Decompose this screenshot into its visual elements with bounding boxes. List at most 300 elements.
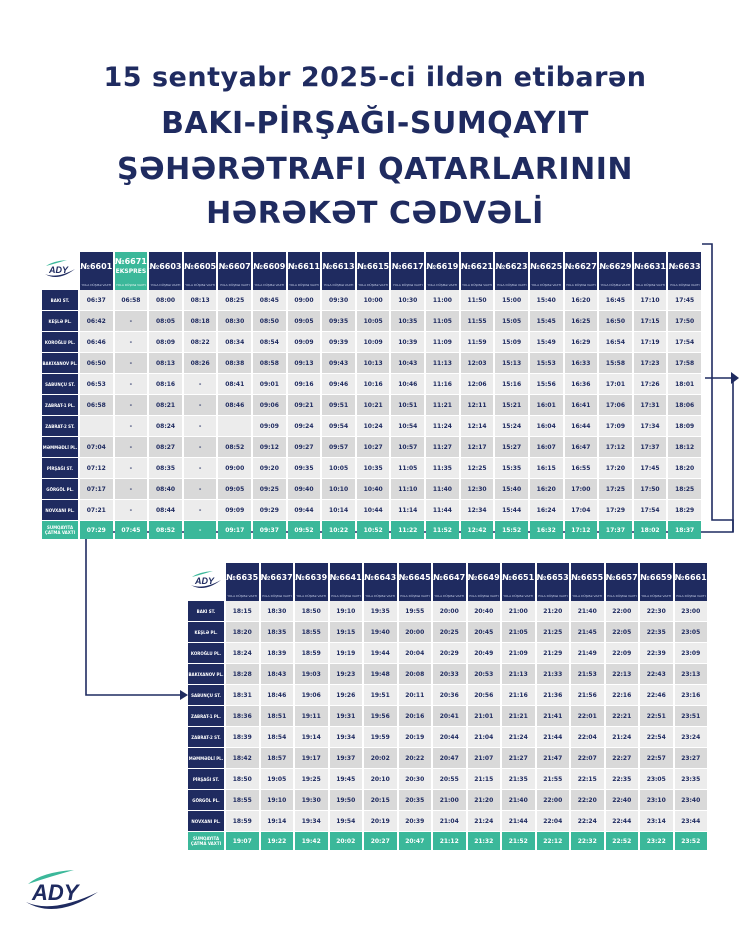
train-number — [634, 252, 667, 280]
train-number-row — [42, 252, 701, 280]
time-cell: 18:12 — [668, 437, 701, 458]
time-cell: 09:16 — [288, 374, 321, 395]
arrival-time-cell: 18:02 — [634, 521, 667, 539]
time-cell: 23:16 — [675, 685, 708, 706]
station-name: KEŞLƏ PL. — [188, 622, 224, 643]
train-number-label: №6645 — [398, 572, 431, 582]
departure-time-label: YOLA DÜŞMƏ VAXTI — [184, 280, 217, 290]
time-cell: 18:55 — [226, 790, 259, 811]
time-cell: 19:59 — [364, 727, 397, 748]
time-cell: 12:17 — [461, 437, 494, 458]
train-number-label: №6637 — [260, 572, 293, 582]
time-cell: 10:21 — [357, 395, 390, 416]
train-number-label: №6605 — [184, 261, 217, 271]
time-cell: 20:29 — [433, 643, 466, 664]
time-cell: 22:57 — [640, 748, 673, 769]
arrival-time-cell: 20:27 — [364, 832, 397, 850]
time-cell: 11:13 — [426, 353, 459, 374]
arrival-time-cell: 17:37 — [599, 521, 632, 539]
time-cell: 20:44 — [433, 727, 466, 748]
time-cell: 21:21 — [502, 706, 535, 727]
time-cell: - — [115, 395, 148, 416]
ady-logo-small — [189, 569, 223, 591]
arrival-time-cell: 07:29 — [80, 521, 113, 539]
time-cell: 09:30 — [322, 290, 355, 311]
arrival-time-cell: 21:12 — [433, 832, 466, 850]
time-cell: 16:15 — [530, 458, 563, 479]
time-cell: 23:13 — [675, 664, 708, 685]
time-cell: 22:20 — [571, 790, 604, 811]
time-cell: 16:07 — [530, 437, 563, 458]
departure-time-label: YOLA DÜŞMƏ VAXTI — [399, 591, 432, 601]
title-trains-line: ŞƏHƏRƏTRAFI QATARLARININ — [117, 152, 633, 187]
station-name: BAKI ST. — [188, 601, 224, 622]
time-cell: 07:21 — [80, 500, 113, 521]
time-cell: 17:10 — [634, 290, 667, 311]
time-cell: 20:41 — [433, 706, 466, 727]
time-cell: 20:39 — [399, 811, 432, 832]
train-number-label: №6651 — [502, 572, 535, 582]
time-cell: 08:45 — [253, 290, 286, 311]
time-cell: 09:25 — [253, 479, 286, 500]
time-cell: 08:58 — [253, 353, 286, 374]
time-cell: 17:31 — [634, 395, 667, 416]
time-cell: 11:21 — [426, 395, 459, 416]
time-cell: 18:57 — [261, 748, 294, 769]
time-cell: 20:30 — [399, 769, 432, 790]
time-cell: 19:54 — [330, 811, 363, 832]
train-number — [675, 563, 708, 591]
time-cell: 21:01 — [468, 706, 501, 727]
train-number-label: №6627 — [564, 261, 597, 271]
train-number — [253, 252, 286, 280]
time-cell: 21:55 — [537, 769, 570, 790]
arrival-time-cell: 09:37 — [253, 521, 286, 539]
time-cell: 20:25 — [433, 622, 466, 643]
time-cell: 22:46 — [640, 685, 673, 706]
station-name: NOVXANI PL. — [188, 811, 224, 832]
train-number — [357, 252, 390, 280]
arrival-row — [42, 521, 701, 539]
train-number-label: №6623 — [495, 261, 528, 271]
departure-time-label: YOLA DÜŞMƏ VAXTI — [495, 280, 528, 290]
time-cell: 09:35 — [288, 458, 321, 479]
station-name: NOVXANI PL. — [42, 500, 78, 521]
time-cell: 16:41 — [565, 395, 598, 416]
train-number — [565, 252, 598, 280]
time-cell: 17:15 — [634, 311, 667, 332]
arrival-time-cell: 15:52 — [495, 521, 528, 539]
time-cell: 16:33 — [565, 353, 598, 374]
time-cell: 08:38 — [218, 353, 251, 374]
time-cell: 21:53 — [571, 664, 604, 685]
time-cell: 21:56 — [571, 685, 604, 706]
departure-time-label: YOLA DÜŞMƏ VAXTI — [330, 591, 363, 601]
time-cell: 19:05 — [261, 769, 294, 790]
time-cell: 20:49 — [468, 643, 501, 664]
time-cell: 18:39 — [261, 643, 294, 664]
time-cell: 09:40 — [288, 479, 321, 500]
time-cell: 09:09 — [253, 416, 286, 437]
train-number — [330, 563, 363, 591]
time-cell: 08:00 — [149, 290, 182, 311]
station-name: GÖRGÖL PL. — [42, 479, 78, 500]
time-cell: 17:37 — [634, 437, 667, 458]
time-cell: 21:09 — [502, 643, 535, 664]
time-cell: 17:29 — [599, 500, 632, 521]
time-cell: 16:04 — [530, 416, 563, 437]
schedule-table-2 — [186, 563, 709, 850]
arrival-time-cell: - — [184, 521, 217, 539]
time-cell: 11:55 — [461, 311, 494, 332]
time-cell: 17:06 — [599, 395, 632, 416]
departure-time-label: YOLA DÜŞMƏ VAXTI — [426, 280, 459, 290]
time-cell: - — [184, 374, 217, 395]
time-cell: 22:24 — [571, 811, 604, 832]
time-cell: 22:00 — [537, 790, 570, 811]
arrival-row — [188, 832, 707, 850]
time-cell: 09:43 — [322, 353, 355, 374]
time-cell: 23:14 — [640, 811, 673, 832]
time-cell: 17:01 — [599, 374, 632, 395]
time-cell: 08:05 — [149, 311, 182, 332]
arrival-time-cell: 23:22 — [640, 832, 673, 850]
time-cell: 23:24 — [675, 727, 708, 748]
time-cell: 17:19 — [634, 332, 667, 353]
time-cell: 16:25 — [565, 311, 598, 332]
time-cell: 11:14 — [391, 500, 424, 521]
station-row — [42, 290, 701, 311]
departure-time-label: YOLA DÜŞMƏ VAXTI — [565, 280, 598, 290]
station-row — [188, 706, 707, 727]
arrival-time-cell: 19:22 — [261, 832, 294, 850]
time-cell: 21:04 — [433, 811, 466, 832]
train-number-label: №6649 — [467, 572, 500, 582]
departure-time-label: YOLA DÜŞMƏ VAXTI — [675, 591, 708, 601]
arrival-time-cell: 10:52 — [357, 521, 390, 539]
time-cell: 17:54 — [668, 332, 701, 353]
departure-time-label: YOLA DÜŞMƏ VAXTI — [261, 591, 294, 601]
time-cell: 17:00 — [565, 479, 598, 500]
station-row — [42, 458, 701, 479]
time-cell: 18:50 — [295, 601, 328, 622]
time-cell: 23:10 — [640, 790, 673, 811]
time-cell: 19:10 — [261, 790, 294, 811]
station-row — [42, 479, 701, 500]
arrival-time-cell: 20:02 — [330, 832, 363, 850]
time-cell: - — [115, 374, 148, 395]
time-cell: 09:12 — [253, 437, 286, 458]
time-cell: 09:39 — [322, 332, 355, 353]
station-row — [188, 664, 707, 685]
time-cell: 21:15 — [468, 769, 501, 790]
time-cell: 22:15 — [571, 769, 604, 790]
station-name: KOROĞLU PL. — [42, 332, 78, 353]
arrival-time-cell: 22:52 — [606, 832, 639, 850]
time-cell: 19:55 — [399, 601, 432, 622]
time-cell: 11:40 — [426, 479, 459, 500]
time-cell: 09:09 — [288, 332, 321, 353]
time-cell: 22:04 — [571, 727, 604, 748]
train-number — [322, 252, 355, 280]
time-cell: 10:05 — [322, 458, 355, 479]
time-cell: 19:48 — [364, 664, 397, 685]
train-number-label: №6625 — [530, 261, 563, 271]
time-cell: 20:33 — [433, 664, 466, 685]
time-cell: 08:21 — [149, 395, 182, 416]
time-cell: 22:44 — [606, 811, 639, 832]
time-cell: 08:24 — [149, 416, 182, 437]
train-number — [288, 252, 321, 280]
time-cell: 17:50 — [668, 311, 701, 332]
train-number-label: №6601 — [80, 261, 113, 271]
time-cell — [218, 416, 251, 437]
train-number-label: №6631 — [634, 261, 666, 271]
departure-time-label: YOLA DÜŞMƏ VAXTI — [668, 280, 701, 290]
time-cell: 07:12 — [80, 458, 113, 479]
time-cell: - — [115, 479, 148, 500]
train-number-label: №6609 — [253, 261, 286, 271]
time-cell: 19:03 — [295, 664, 328, 685]
time-cell: 20:19 — [364, 811, 397, 832]
time-cell: 07:04 — [80, 437, 113, 458]
time-cell: 20:00 — [399, 622, 432, 643]
station-row — [42, 311, 701, 332]
time-cell: 22:13 — [606, 664, 639, 685]
time-cell: 10:39 — [391, 332, 424, 353]
time-cell: 19:15 — [330, 622, 363, 643]
station-row — [42, 353, 701, 374]
time-cell: 10:35 — [357, 458, 390, 479]
train-number — [495, 252, 528, 280]
station-name: MƏMMƏDLİ PL. — [188, 748, 224, 769]
time-cell: 21:49 — [571, 643, 604, 664]
time-cell: 10:27 — [357, 437, 390, 458]
schedule-table-1 — [40, 252, 703, 539]
arrival-time-cell: 20:47 — [399, 832, 432, 850]
arrival-time-cell: 11:22 — [391, 521, 424, 539]
time-cell: 19:23 — [330, 664, 363, 685]
departure-time-label: YOLA DÜŞMƏ VAXTI — [433, 591, 466, 601]
time-cell: 10:35 — [391, 311, 424, 332]
time-cell: 22:01 — [571, 706, 604, 727]
time-cell: 21:40 — [571, 601, 604, 622]
time-cell: 17:45 — [668, 290, 701, 311]
time-cell: 09:24 — [288, 416, 321, 437]
station-name: PİRŞAĞI ST. — [188, 769, 224, 790]
time-cell: 20:40 — [468, 601, 501, 622]
time-cell: 17:58 — [668, 353, 701, 374]
time-cell: 22:04 — [537, 811, 570, 832]
time-cell: 22:07 — [571, 748, 604, 769]
train-number-label: №6639 — [295, 572, 328, 582]
train-number — [571, 563, 604, 591]
time-cell: 11:44 — [426, 500, 459, 521]
train-number-label: №6655 — [571, 572, 604, 582]
time-cell: 23:51 — [675, 706, 708, 727]
departure-time-label: YOLA DÜŞMƏ VAXTI — [606, 591, 639, 601]
station-name: GÖRGÖL PL. — [188, 790, 224, 811]
time-cell: 16:55 — [565, 458, 598, 479]
time-cell: 08:34 — [218, 332, 251, 353]
time-cell: 18:43 — [261, 664, 294, 685]
time-cell: 22:30 — [640, 601, 673, 622]
time-cell: 18:28 — [226, 664, 259, 685]
svg-text:ADY: ADY — [195, 576, 215, 586]
time-cell: 15:00 — [495, 290, 528, 311]
time-cell: 20:45 — [468, 622, 501, 643]
title-route-line: BAKI-PİRŞAĞI-SUMQAYIT — [161, 106, 589, 141]
time-cell: 11:16 — [426, 374, 459, 395]
time-cell: - — [184, 479, 217, 500]
arrival-time-cell: 12:42 — [461, 521, 494, 539]
time-cell: 20:47 — [433, 748, 466, 769]
time-cell: - — [115, 353, 148, 374]
time-cell: 18:31 — [226, 685, 259, 706]
station-name: ZABRAT-1 PL. — [42, 395, 78, 416]
time-cell: 08:41 — [218, 374, 251, 395]
time-cell: 22:16 — [606, 685, 639, 706]
time-cell: 20:22 — [399, 748, 432, 769]
train-number — [391, 252, 424, 280]
time-cell: 20:55 — [433, 769, 466, 790]
station-name: KEŞLƏ PL. — [42, 311, 78, 332]
departure-time-label: YOLA DÜŞMƏ VAXTI — [599, 280, 632, 290]
time-cell: 19:40 — [364, 622, 397, 643]
time-cell: 23:00 — [675, 601, 708, 622]
time-cell: 09:57 — [322, 437, 355, 458]
time-cell: 08:50 — [253, 311, 286, 332]
time-cell: 08:46 — [218, 395, 251, 416]
time-cell: 18:51 — [261, 706, 294, 727]
station-row — [188, 769, 707, 790]
time-cell: 20:00 — [433, 601, 466, 622]
time-cell: 15:09 — [495, 332, 528, 353]
time-cell: 18:46 — [261, 685, 294, 706]
time-cell: 07:17 — [80, 479, 113, 500]
train-number-label: №6635 — [226, 572, 259, 582]
time-cell: 19:25 — [295, 769, 328, 790]
train-number — [149, 252, 182, 280]
time-cell: - — [115, 332, 148, 353]
time-cell: 21:05 — [502, 622, 535, 643]
time-cell: 09:01 — [253, 374, 286, 395]
time-cell: 06:50 — [80, 353, 113, 374]
time-cell: 10:40 — [357, 479, 390, 500]
station-row — [42, 500, 701, 521]
train-number — [468, 563, 501, 591]
arrival-time-cell: 22:32 — [571, 832, 604, 850]
time-cell: 11:59 — [461, 332, 494, 353]
time-cell: 09:05 — [288, 311, 321, 332]
time-cell: 20:02 — [364, 748, 397, 769]
time-cell: 23:05 — [640, 769, 673, 790]
time-cell: 09:05 — [218, 479, 251, 500]
time-cell: 19:51 — [364, 685, 397, 706]
time-cell: 19:56 — [364, 706, 397, 727]
time-cell: 21:27 — [502, 748, 535, 769]
time-cell: 19:50 — [330, 790, 363, 811]
time-cell: 18:09 — [668, 416, 701, 437]
arrival-time-cell: 23:52 — [675, 832, 708, 850]
time-cell: 09:06 — [253, 395, 286, 416]
time-cell: 23:40 — [675, 790, 708, 811]
time-cell: 17:25 — [599, 479, 632, 500]
station-name: BAKI ST. — [42, 290, 78, 311]
time-cell: 22:00 — [606, 601, 639, 622]
time-cell: 12:34 — [461, 500, 494, 521]
time-cell: 15:56 — [530, 374, 563, 395]
time-cell: 09:09 — [218, 500, 251, 521]
time-cell: 15:40 — [495, 479, 528, 500]
time-cell: 10:13 — [357, 353, 390, 374]
train-number — [261, 563, 294, 591]
time-cell: 18:35 — [261, 622, 294, 643]
time-cell: 11:27 — [426, 437, 459, 458]
arrival-time-cell: 18:37 — [668, 521, 701, 539]
time-cell: 21:00 — [502, 601, 535, 622]
arrival-time-cell: 09:52 — [288, 521, 321, 539]
train-number-label: №6633 — [668, 261, 701, 271]
time-cell: 18:15 — [226, 601, 259, 622]
logo-cell — [42, 252, 78, 290]
time-cell: 09:20 — [253, 458, 286, 479]
time-cell: 09:46 — [322, 374, 355, 395]
time-cell: 18:42 — [226, 748, 259, 769]
departure-time-label: YOLA DÜŞMƏ VAXTI — [322, 280, 355, 290]
time-cell: 08:18 — [184, 311, 217, 332]
departure-time-label: YOLA DÜŞMƏ VAXTI — [461, 280, 494, 290]
arrival-time-cell: 08:52 — [149, 521, 182, 539]
time-cell: 08:13 — [184, 290, 217, 311]
station-name: BAKIXANOV PL. — [188, 664, 224, 685]
time-cell: 21:16 — [502, 685, 535, 706]
departure-time-label: YOLA DÜŞMƏ VAXTI — [634, 280, 667, 290]
time-cell: 12:25 — [461, 458, 494, 479]
time-cell: 20:53 — [468, 664, 501, 685]
station-row — [42, 395, 701, 416]
time-cell: 09:54 — [322, 416, 355, 437]
time-cell: 10:54 — [391, 416, 424, 437]
time-cell: 18:50 — [226, 769, 259, 790]
time-cell: 12:06 — [461, 374, 494, 395]
time-cell: 15:44 — [495, 500, 528, 521]
arrival-time-cell: 22:12 — [537, 832, 570, 850]
departure-time-label: YOLA DÜŞMƏ VAXTI — [537, 591, 570, 601]
train-number — [502, 563, 535, 591]
time-cell: 09:35 — [322, 311, 355, 332]
train-number — [530, 252, 563, 280]
time-cell: 18:06 — [668, 395, 701, 416]
time-cell: 18:39 — [226, 727, 259, 748]
train-number — [537, 563, 570, 591]
time-cell: 10:05 — [357, 311, 390, 332]
time-cell: 21:44 — [502, 811, 535, 832]
station-name: SABUNÇU ST. — [42, 374, 78, 395]
time-cell: 16:29 — [565, 332, 598, 353]
svg-text:ADY: ADY — [49, 265, 69, 275]
time-cell: 18:54 — [261, 727, 294, 748]
departure-time-label: YOLA DÜŞMƏ VAXTI — [226, 591, 259, 601]
time-cell: 06:37 — [80, 290, 113, 311]
svg-text:ADY: ADY — [32, 880, 79, 905]
time-cell: 08:54 — [253, 332, 286, 353]
time-cell: 18:30 — [261, 601, 294, 622]
time-cell: 16:54 — [599, 332, 632, 353]
time-cell: 06:53 — [80, 374, 113, 395]
train-number-label: №6653 — [536, 572, 569, 582]
time-cell: 16:20 — [565, 290, 598, 311]
